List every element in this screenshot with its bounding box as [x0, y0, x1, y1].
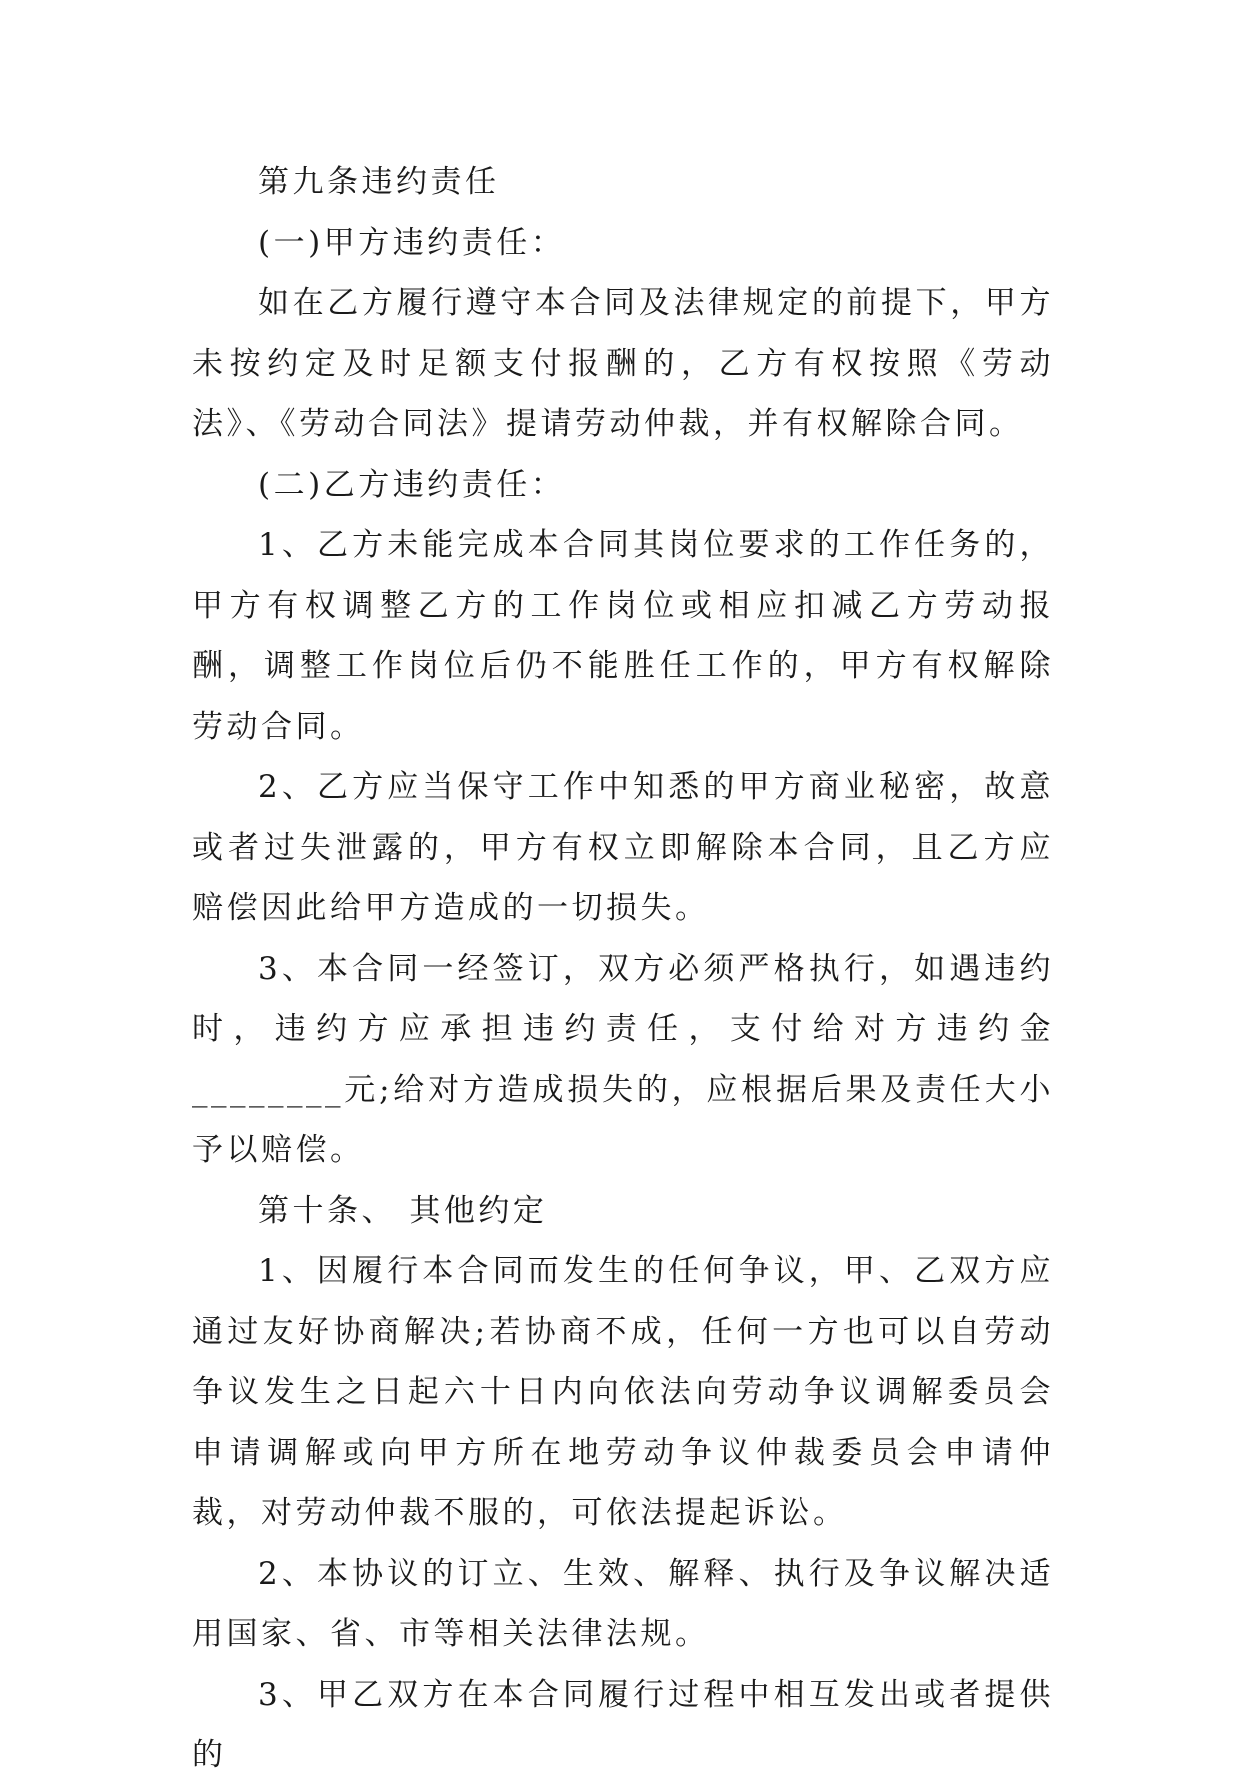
party-b-liability-item-2: 2、乙方应当保守工作中知悉的甲方商业秘密，故意或者过失泄露的，甲方有权立即解除本合同，且乙方应赔偿因此给甲方造成的一切损失。 — [192, 769, 1054, 926]
party-a-liability-heading: (一)甲方违约责任： — [258, 224, 566, 261]
other-provisions-item-3: 3、甲乙双方在本合同履行过程中相互发出或者提供的 — [192, 1676, 1054, 1773]
article-9-heading: 第九条违约责任 — [258, 164, 500, 200]
other-provisions-item-2: 2、本协议的订立、生效、解释、执行及争议解决适用国家、省、市等相关法律法规。 — [192, 1555, 1054, 1652]
other-provisions-item-1: 1、因履行本合同而发生的任何争议，甲、乙双方应通过友好协商解决;若协商不成，任何一方也可以自劳动争议发生之日起六十日内向依法向劳动争议调解委员会申请调解或向甲方所在地劳动争议仲裁委员会申请仲裁，对劳动仲裁不服的，可依法提起诉讼。 — [192, 1253, 1054, 1531]
document-body — [192, 152, 1054, 1786]
party-b-liability-item-1: 1、乙方未能完成本合同其岗位要求的工作任务的，甲方有权调整乙方的工作岗位或相应扣减乙方劳动报酬，调整工作岗位后仍不能胜任工作的，甲方有权解除劳动合同。 — [192, 527, 1054, 745]
party-a-liability-paragraph: 如在乙方履行遵守本合同及法律规定的前提下，甲方未按约定及时足额支付报酬的，乙方有权按照《劳动法》、《劳动合同法》提请劳动仲裁，并有权解除合同。 — [192, 285, 1054, 442]
party-b-liability-item-3: 3、本合同一经签订，双方必须严格执行，如遇违约时，违约方应承担违约责任，支付给对方违约金________元;给对方造成损失的，应根据后果及责任大小予以赔偿。 — [192, 950, 1054, 1168]
article-10-heading: 第十条、 其他约定 — [258, 1192, 548, 1229]
party-b-liability-heading: (二)乙方违约责任： — [258, 466, 566, 503]
